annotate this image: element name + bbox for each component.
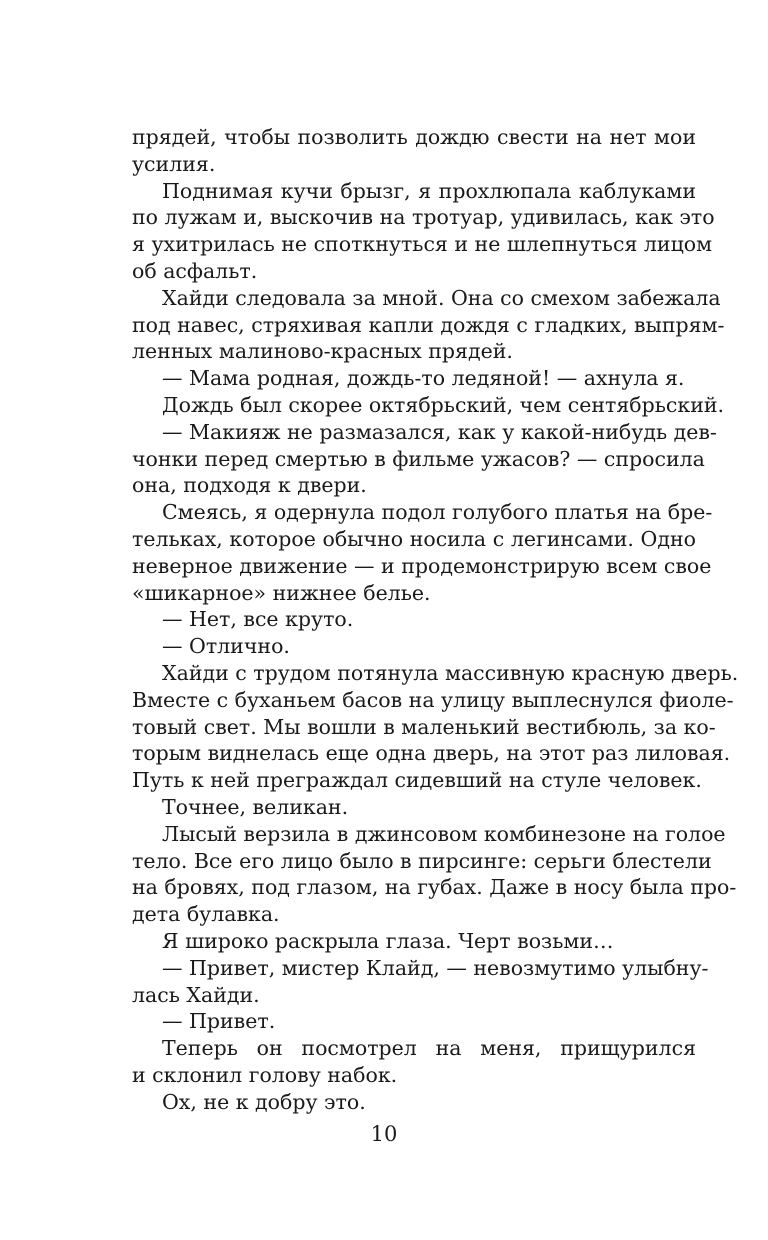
- book-page-text: [132, 124, 739, 1115]
- text-line: тельках, которое обычно носила с легинсами. Одно: [132, 526, 696, 551]
- text-line: Я широко раскрыла глаза. Черт возьми…: [162, 928, 614, 953]
- text-line: я ухитрилась не споткнуться и не шлепнуться лицом: [132, 232, 713, 257]
- text-line: дета булавка.: [132, 902, 280, 927]
- text-line: — Мама родная, дождь-то ледяной! — ахнула я.: [162, 366, 685, 391]
- text-line: она, подходя к двери.: [132, 473, 367, 498]
- text-line: Точнее, великан.: [162, 794, 349, 819]
- text-line: усилия.: [132, 151, 216, 176]
- text-line: Ох, не к добру это.: [162, 1089, 366, 1114]
- text-line: под навес, стряхивая капли дождя с гладких, выпрям-: [132, 312, 725, 337]
- text-line: Лысый верзила в джинсовом комбинезоне на голое: [162, 821, 726, 846]
- text-line: чонки перед смертью в фильме ужасов? — спросила: [132, 446, 705, 471]
- text-line: неверное движение — и продемонстрирую всем свое: [132, 553, 712, 578]
- text-line: об асфальт.: [132, 258, 258, 283]
- text-line: Дождь был скорее октябрьский, чем сентябрьский.: [162, 392, 725, 417]
- text-line: Путь к ней преграждал сидевший на стуле человек.: [132, 768, 702, 793]
- text-line: — Нет, все круто.: [162, 607, 354, 632]
- text-line: Поднимая кучи брызг, я прохлюпала каблуками: [162, 178, 696, 203]
- text-line: Хайди следовала за мной. Она со смехом забежала: [162, 285, 721, 310]
- text-line: Хайди с трудом потянула массивную красную дверь.: [162, 660, 739, 685]
- text-line: тело. Все его лицо было в пирсинге: серьги блестели: [132, 848, 712, 873]
- text-line: товый свет. Мы вошли в маленький вестибюль, за ко-: [132, 714, 716, 739]
- text-line: на бровях, под глазом, на губах. Даже в носу была про-: [132, 875, 737, 900]
- text-line: — Отлично.: [162, 634, 290, 659]
- text-line: прядей, чтобы позволить дождю свести на нет мои: [132, 125, 696, 149]
- text-line: Вместе с буханьем басов на улицу выплеснулся фиоле-: [132, 687, 734, 712]
- text-line: торым виднелась еще одна дверь, на этот раз лиловая.: [132, 741, 731, 766]
- text-line: — Привет.: [162, 1009, 276, 1034]
- text-line: и склонил голову набок.: [132, 1062, 398, 1087]
- text-line: лась Хайди.: [132, 982, 260, 1007]
- text-line: по лужам и, выскочив на тротуар, удивилась, как это: [132, 205, 715, 230]
- text-line: — Макияж не размазался, как у какой-нибудь дев-: [162, 419, 717, 444]
- text-line: «шикарное» нижнее белье.: [132, 580, 431, 605]
- text-line: — Привет, мистер Клайд, — невозмутимо улыбну-: [162, 955, 709, 980]
- text-line: Теперь он посмотрел на меня, прищурился: [162, 1036, 696, 1061]
- text-line: Смеясь, я одернула подол голубого платья на бре-: [162, 500, 713, 525]
- text-line: ленных малиново-красных прядей.: [132, 339, 513, 364]
- page-number: 10: [370, 1122, 398, 1146]
